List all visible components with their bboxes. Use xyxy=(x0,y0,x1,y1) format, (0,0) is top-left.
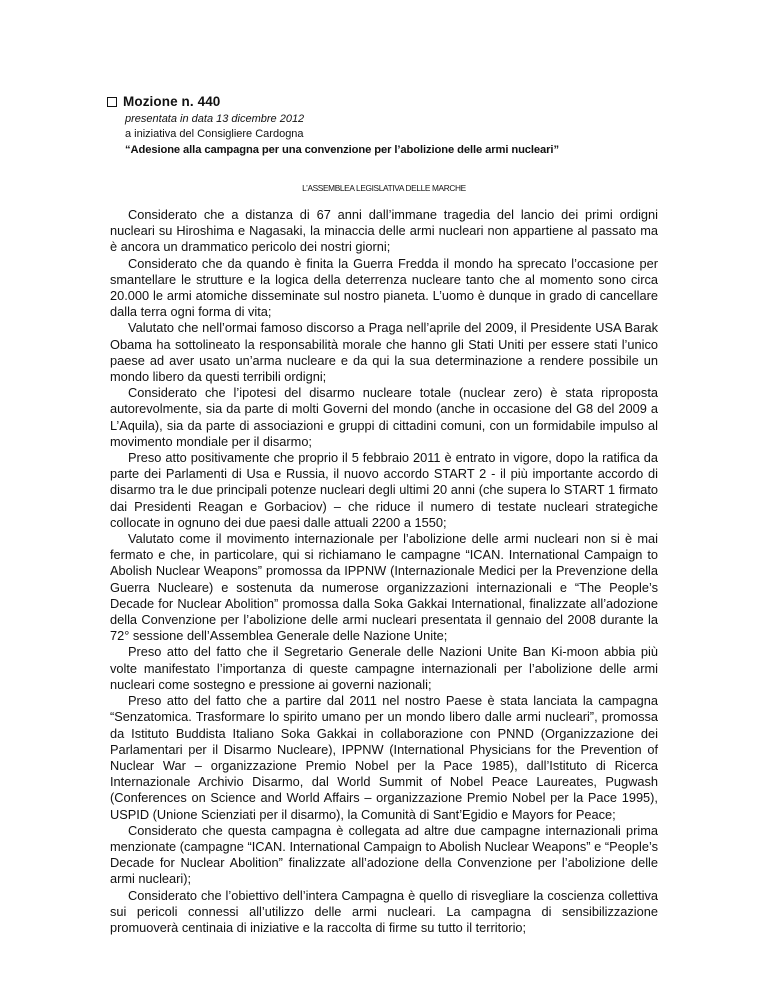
presentation-date: presentata in data 13 dicembre 2012 xyxy=(125,113,305,125)
paragraph: Considerato che questa campagna è collegata ad altre due campagne internazionali prima menzionate (campagne “ICAN. International Campaign to Abolish Nuclear Weapons” e “People’s Decade for Nuclear Abolition” finalizzate all’adozione della Convenzione per l’abolizione delle armi nucleari); xyxy=(110,822,658,887)
initiative-line: a iniziativa del Consigliere Cardogna xyxy=(125,128,304,140)
motion-body xyxy=(110,207,658,936)
paragraph: Considerato che a distanza di 67 anni dall’immane tragedia del lancio dei primi ordigni nucleari su Hiroshima e Nagasaki, la minaccia delle armi nucleari non appartiene al passato ma è ancora un drammatico pericolo dei nostri giorni; xyxy=(110,207,658,255)
paragraph: Preso atto del fatto che il Segretario Generale delle Nazioni Unite Ban Ki-moon abbia più volte manifestato l’importanza di queste campagne internazionali per l’abolizione delle armi nucleari come sostegno e pressione ai governi nazionali; xyxy=(110,644,658,692)
motion-heading xyxy=(107,94,220,109)
paragraph: Valutato come il movimento internazionale per l’abolizione delle armi nucleari non si è mai fermato e che, in particolare, qui si richiamano le campagne “ICAN. International Campaign to Abolish Nuclear Weapons” promossa da IPPNW (Internazionale Medici per la Prevenzione della Guerra Nucleare) e sostenuta da numerose organizzazioni internazionali e “The People’s Decade for Nuclear Abolition” promossa dalla Soka Gakkai International, finalizzate all’adozione della Convenzione per l’abolizione delle armi nucleari presentata il gennaio del 2008 durante la 72° sessione dell’Assemblea Generale delle Nazione Unite; xyxy=(110,531,658,644)
paragraph: Preso atto del fatto che a partire dal 2011 nel nostro Paese è stata lanciata la campagna “Senzatomica. Trasformare lo spirito umano per un mondo libero dalle armi nucleari”, promossa da Istituto Buddista Italiano Soka Gakkai in collaborazione con PNND (Organizzazione dei Parlamentari per il Disarmo Nucleare), IPPNW (International Physicians for the Prevention of Nuclear War – organizzazione Premio Nobel per la Pace 1985), dall’Istituto di Ricerca Internazionale Archivio Disarmo, dal World Summit of Nobel Peace Laureates, Pugwash (Conferences on Science and World Affairs – organizzazione Premio Nobel per la Pace 1995), USPID (Unione Scienziati per il disarmo), la Comunità di Sant’Egidio e Mayors for Peace; xyxy=(110,693,658,822)
checkbox-square-icon xyxy=(107,97,117,107)
paragraph: Valutato che nell’ormai famoso discorso a Praga nell’aprile del 2009, il Presidente USA Barak Obama ha sottolineato la responsabilità morale che hanno gli Stati Uniti per essere stati l’unico paese ad aver usato un’arma nucleare e da qui la sua determinazione a rendere possibile un mondo libero da questi terribili ordigni; xyxy=(110,320,658,385)
paragraph: Preso atto positivamente che proprio il 5 febbraio 2011 è entrato in vigore, dopo la ratifica da parte dei Parlamenti di Usa e Russia, il nuovo accordo START 2 - il più importante accordo di disarmo tra le due principali potenze nucleari degli ultimi 20 anni (che supera lo START 1 firmato dai Presidenti Reagan e Gorbaciov) – che riduce il numero di testate nucleari strategiche collocate in ognuno dei due paesi dalle attuali 2200 a 1550; xyxy=(110,450,658,530)
paragraph: Considerato che da quando è finita la Guerra Fredda il mondo ha sprecato l’occasione per smantellare le strutture e la logica della deterrenza nucleare tanto che al momento sono circa 20.000 le armi atomiche disseminate sul nostro pianeta. L’uomo è dunque in grado di cancellare dalla terra ogni forma di vita; xyxy=(110,255,658,320)
paragraph: Considerato che l’ipotesi del disarmo nucleare totale (nuclear zero) è stata riproposta autorevolmente, sia da parte di molti Governi del mondo (anche in occasione del G8 del 2009 a L’Aquila), sia da parte di associazioni e gruppi di cittadini comuni, con un formidabile impulso al movimento mondiale per il disarmo; xyxy=(110,385,658,449)
motion-subject: “Adesione alla campagna per una convenzione per l’abolizione delle armi nucleari” xyxy=(125,144,559,156)
paragraph: Considerato che l’obiettivo dell’intera Campagna è quello di risvegliare la coscienza collettiva sui pericoli connessi all’utilizzo delle armi nucleari. La campagna di sensibilizzazione promuoverà centinaia di iniziative e la raccolta di firme su tutto il territorio; xyxy=(110,887,658,935)
assembly-heading: L’ASSEMBLEA LEGISLATIVA DELLE MARCHE xyxy=(302,183,466,193)
motion-title: Mozione n. 440 xyxy=(123,94,221,109)
